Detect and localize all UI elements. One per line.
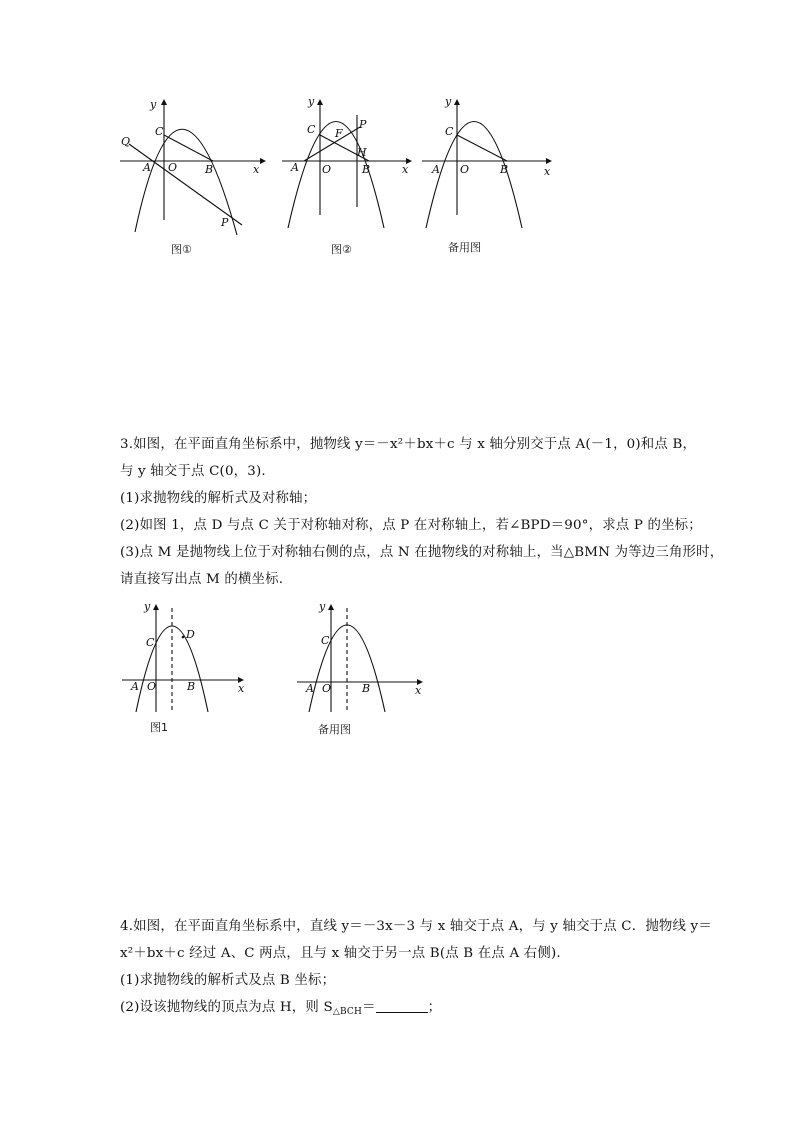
q3-line-1: 3.如图，在平面直角坐标系中，抛物线 y＝－x²＋bx＋c 与 x 轴分别交于点 A(－1，0)和点 B，: [120, 437, 697, 452]
label-q: Q: [121, 135, 131, 148]
label-x: x: [402, 163, 409, 176]
label-b: B: [362, 682, 371, 695]
line-qp: [129, 144, 242, 225]
figure-caption: 备用图: [318, 723, 351, 736]
x-axis-arrow: [260, 158, 266, 164]
label-p: P: [221, 216, 229, 229]
label-d: D: [186, 628, 195, 641]
q3-figure-1: [120, 600, 255, 740]
label-o: O: [322, 163, 332, 176]
label-h: H: [357, 146, 367, 159]
q3-line-6: 请直接写出点 M 的横坐标.: [120, 572, 284, 587]
label-c: C: [146, 636, 155, 649]
q4-line-1: 4.如图，在平面直角坐标系中，直线 y＝－3x－3 与 x 轴交于点 A，与 y 轴交于点 C．抛物线 y＝: [120, 919, 712, 934]
q4-line-3: (1)求抛物线的解析式及点 B 坐标；: [120, 973, 336, 988]
label-c: C: [307, 123, 316, 136]
label-a: A: [306, 682, 314, 695]
figure-caption: 图1: [150, 721, 168, 734]
q4-area-subscript: △BCH: [332, 1007, 363, 1017]
y-axis-arrow: [161, 99, 167, 105]
label-b: B: [205, 163, 214, 176]
line-cb: [164, 135, 213, 161]
figure-1-parabola: [115, 95, 275, 260]
q4-line-2: x²＋bx＋c 经过 A、C 两点，且与 x 轴交于另一点 B(点 B 在点 A 右侧).: [120, 946, 561, 961]
q3-figure-spare: [295, 600, 430, 740]
x-axis-arrow: [546, 158, 552, 164]
label-b: B: [187, 680, 196, 693]
label-y: y: [445, 95, 452, 108]
q3-line-4: (2)如图 1，点 D 与点 C 关于对称轴对称，点 P 在对称轴上，若∠BPD＝90°，求点 P 的坐标；: [120, 518, 702, 533]
label-f: F: [335, 127, 343, 140]
label-c: C: [155, 125, 164, 138]
q3-line-3: (1)求抛物线的解析式及对称轴；: [120, 491, 317, 506]
y-axis-arrow: [317, 99, 323, 105]
label-c: C: [321, 634, 330, 647]
label-y: y: [144, 600, 151, 613]
label-a: A: [291, 161, 299, 174]
label-x: x: [415, 684, 422, 697]
label-p: P: [359, 118, 367, 131]
label-x: x: [544, 165, 551, 178]
label-o: O: [460, 163, 470, 176]
label-c: C: [445, 125, 454, 138]
label-o: O: [147, 680, 157, 693]
label-o: O: [168, 161, 178, 174]
figure-2-parabola: [280, 95, 420, 260]
label-o: O: [322, 682, 332, 695]
label-y: y: [319, 600, 326, 613]
figure-spare-parabola: [420, 95, 560, 260]
y-axis-arrow: [328, 604, 334, 610]
q4-line-4-prefix: (2)设该抛物线的顶点为点 H，则 S: [120, 1000, 333, 1015]
figure-caption: 图②: [331, 243, 352, 256]
figure-caption: 备用图: [448, 241, 481, 254]
label-a: A: [432, 163, 440, 176]
label-a: A: [143, 161, 151, 174]
label-b: B: [362, 163, 371, 176]
q3-line-5: (3)点 M 是抛物线上位于对称轴右侧的点，点 N 在抛物线的对称轴上，当△BMN 为等边三角形时，: [120, 545, 724, 560]
q4-line-4: [120, 1000, 441, 1018]
y-axis-arrow: [153, 604, 159, 610]
q3-line-2: 与 y 轴交于点 C(0，3).: [120, 464, 266, 479]
label-y: y: [150, 98, 157, 111]
y-axis-arrow: [454, 99, 460, 105]
label-y: y: [308, 95, 315, 108]
label-x: x: [238, 682, 245, 695]
line-cb: [457, 135, 507, 161]
label-b: B: [500, 163, 509, 176]
answer-blank[interactable]: [376, 1000, 428, 1013]
q4-equals: ＝: [362, 1000, 376, 1015]
q4-line-4-suffix: ；: [427, 1000, 442, 1015]
label-a: A: [131, 680, 139, 693]
figure-caption: 图①: [171, 243, 192, 256]
point-d: [182, 636, 185, 639]
label-x: x: [253, 163, 260, 176]
